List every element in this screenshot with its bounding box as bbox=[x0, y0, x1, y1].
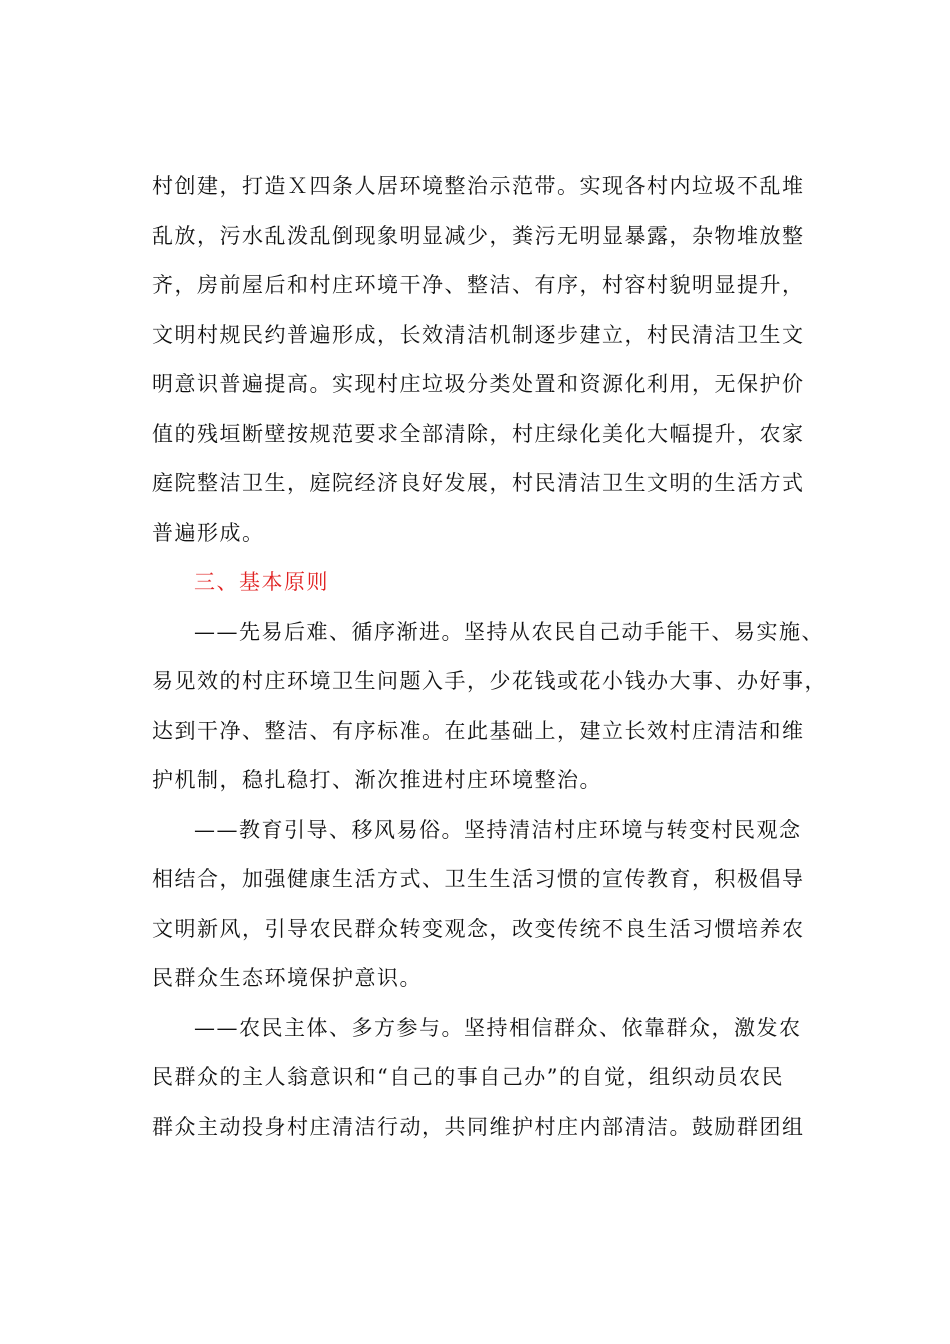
body-text-line: 易见效的村庄环境卫生问题入手，少花钱或花小钱办大事、办好事， bbox=[152, 669, 827, 693]
body-text-line: 庭院整洁卫生，庭院经济良好发展，村民清洁卫生文明的生活方式 bbox=[152, 471, 805, 495]
paragraph-first-line: ——农民主体、多方参与。坚持相信群众、依靠群众，激发农 bbox=[194, 1016, 802, 1040]
body-text-line: 群众主动投身村庄清洁行动，共同维护村庄内部清洁。鼓励群团组 bbox=[152, 1115, 805, 1139]
body-text-line: 明意识普遍提高。实现村庄垃圾分类处置和资源化利用，无保护价 bbox=[152, 372, 805, 396]
body-text-line: 普遍形成。 bbox=[152, 521, 265, 545]
body-text-line: 相结合，加强健康生活方式、卫生生活习惯的宣传教育，积极倡导 bbox=[152, 867, 805, 891]
paragraph-first-line: ——教育引导、移风易俗。坚持清洁村庄环境与转变村民观念 bbox=[194, 818, 802, 842]
body-text-line: 值的残垣断壁按规范要求全部清除，村庄绿化美化大幅提升，农家 bbox=[152, 422, 805, 446]
body-text-line: 护机制，稳扎稳打、渐次推进村庄环境整治。 bbox=[152, 768, 602, 792]
body-text-line: 乱放，污水乱泼乱倒现象明显减少，粪污无明显暴露，杂物堆放整 bbox=[152, 224, 805, 248]
body-text-line: 文明村规民约普遍形成，长效清洁机制逐步建立，村民清洁卫生文 bbox=[152, 323, 805, 347]
body-text-line: 民群众生态环境保护意识。 bbox=[152, 966, 422, 990]
body-text-line: 文明新风，引导农民群众转变观念，改变传统不良生活习惯培养农 bbox=[152, 917, 805, 941]
paragraph-first-line: ——先易后难、循序渐进。坚持从农民自己动手能干、易实施、 bbox=[194, 620, 824, 644]
body-text-line: 齐，房前屋后和村庄环境干净、整洁、有序，村容村貌明显提升， bbox=[152, 273, 805, 297]
section-heading: 三、基本原则 bbox=[194, 570, 329, 594]
body-text-line: 村创建，打造Ｘ四条人居环境整治示范带。实现各村内垃圾不乱堆 bbox=[152, 174, 805, 198]
body-text-line: 达到干净、整洁、有序标准。在此基础上，建立长效村庄清洁和维 bbox=[152, 719, 805, 743]
body-text-line: 民群众的主人翁意识和“自己的事自己办”的自觉，组织动员农民 bbox=[152, 1065, 784, 1089]
